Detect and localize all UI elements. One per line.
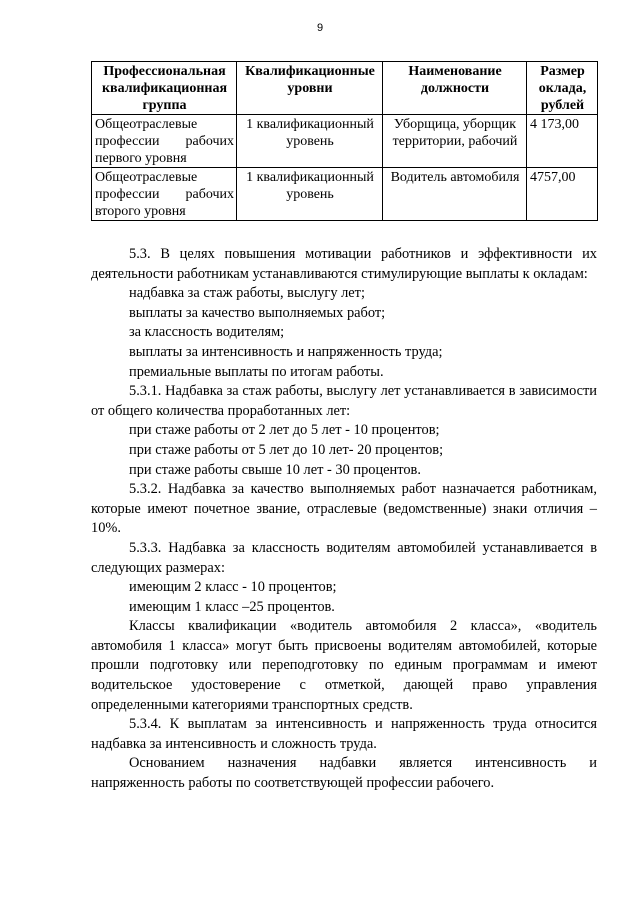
cell-position: Водитель автомобиля: [383, 168, 527, 221]
list-item: при стаже работы от 5 лет до 10 лет- 20 процентов;: [129, 441, 444, 458]
list-item: при стаже работы свыше 10 лет - 30 процентов.: [129, 461, 421, 478]
header-level: Квалификационные уровни: [237, 62, 383, 115]
list-item: выплаты за интенсивность и напряженность труда;: [129, 343, 443, 360]
paragraph-5-3-1: 5.3.1. Надбавка за стаж работы, выслугу лет устанавливается в зависимости от общего количества проработанных лет:: [91, 383, 597, 419]
cell-level: 1 квалификационный уровень: [237, 115, 383, 168]
list-item: надбавка за стаж работы, выслугу лет;: [129, 285, 365, 302]
paragraph-5-3-2: 5.3.2. Надбавка за качество выполняемых работ назначается работникам, которые имеют почетное звание, отраслевые (ведомственные) знаки отличия – 10%.: [91, 481, 597, 537]
list-item: имеющим 1 класс –25 процентов.: [129, 598, 335, 615]
list-item: выплаты за качество выполняемых работ;: [129, 304, 386, 321]
cell-position: Уборщица, уборщик территории, рабочий: [383, 115, 527, 168]
salary-table: [91, 61, 598, 221]
list-item: премиальные выплаты по итогам работы.: [129, 363, 384, 380]
table-row: [92, 168, 598, 221]
cell-salary: 4 173,00: [527, 115, 598, 168]
page-number: 9: [316, 22, 324, 34]
table-row: [92, 115, 598, 168]
cell-group: Общеотраслевые профессии рабочих первого уровня: [92, 115, 237, 168]
paragraph-5-3-4: 5.3.4. К выплатам за интенсивность и напряженность труда относится надбавка за интенсивность и сложность труда.: [91, 716, 597, 752]
cell-level: 1 квалификационный уровень: [237, 168, 383, 221]
header-group: Профессиональная квалификационная группа: [92, 62, 237, 115]
header-position: Наименование должности: [383, 62, 527, 115]
list-item: при стаже работы от 2 лет до 5 лет - 10 процентов;: [129, 422, 440, 439]
paragraph-5-3-3: 5.3.3. Надбавка за классность водителям автомобилей устанавливается в следующих размерах:: [91, 539, 597, 576]
paragraph-basis: Основанием назначения надбавки является интенсивность и напряженность работы по соответствующей профессии рабочего.: [91, 755, 597, 792]
header-salary: Размер оклада, рублей: [527, 62, 598, 115]
cell-salary: 4757,00: [527, 168, 598, 221]
document-body: [91, 245, 597, 794]
paragraph-driver-classes: Классы квалификации «водитель автомобиля 2 класса», «водитель автомобиля 1 класса» могут быть присвоены водителям автомобилей, которые прошли подготовку или переподготовку по единым программам и имеют водительское удостоверение с отметкой, дающей право управления определенными категориями транспортных средств.: [91, 618, 597, 713]
list-item: за классность водителям;: [129, 324, 285, 341]
paragraph-5-3: 5.3. В целях повышения мотивации работников и эффективности их деятельности работникам устанавливаются стимулирующие выплаты к окладам:: [91, 246, 597, 282]
cell-group: Общеотраслевые профессии рабочих второго уровня: [92, 168, 237, 221]
table-header-row: [92, 62, 598, 115]
list-item: имеющим 2 класс - 10 процентов;: [129, 579, 337, 596]
